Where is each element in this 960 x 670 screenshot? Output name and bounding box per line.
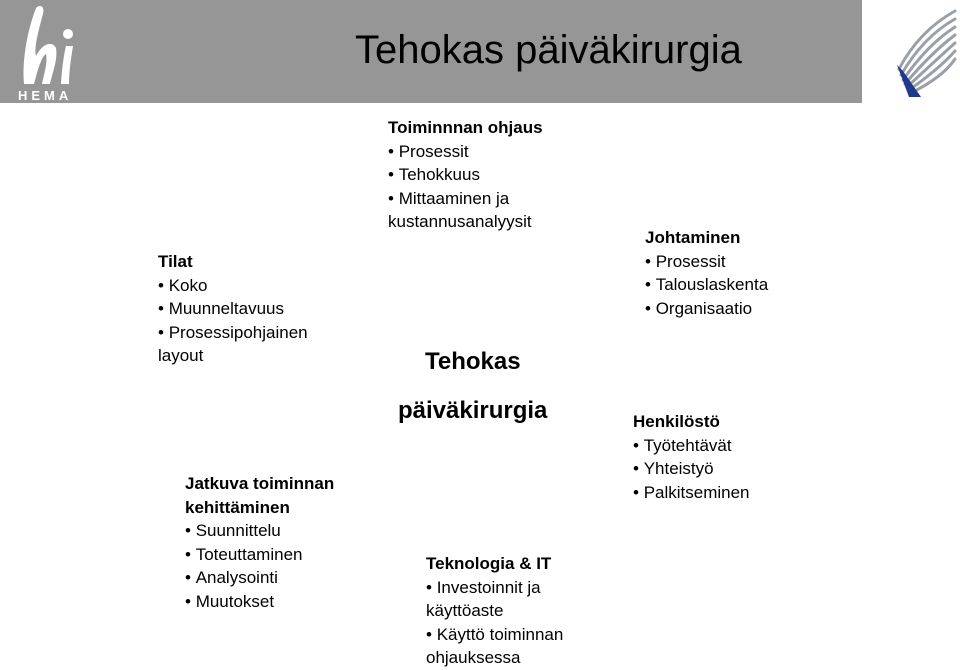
tilat-item: • Prosessipohjainen [158,321,308,345]
slide-title: Tehokas päiväkirurgia [355,28,742,72]
tilat-block [158,250,308,368]
jatkuva-kehittaminen-block [185,472,334,613]
teknologia-item-continuation: käyttöaste [426,601,504,620]
hema-logo-text: HEMA [18,88,73,103]
johtaminen-item: • Organisaatio [645,297,768,321]
henkilosto-heading: Henkilöstö [633,412,720,431]
jatkuva-item: • Suunnittelu [185,519,334,543]
henkilosto-item: • Työtehtävät [633,434,750,458]
teknologia-item: • Käyttö toiminnan [426,623,563,647]
tilat-heading: Tilat [158,252,193,271]
tilat-item-continuation: layout [158,346,204,365]
johtaminen-heading: Johtaminen [645,228,741,247]
tilat-item: • Muunneltavuus [158,297,308,321]
toiminnan-ohjaus-item: • Tehokkuus [388,163,543,187]
jatkuva-heading-line2: kehittäminen [185,497,290,517]
jatkuva-item: • Analysointi [185,566,334,590]
teknologia-it-block [426,552,563,670]
johtaminen-item: • Prosessit [645,250,768,274]
toiminnan-ohjaus-block [388,116,543,234]
hema-logo [14,4,84,102]
tilat-item: • Koko [158,274,308,298]
toiminnan-ohjaus-heading: Toiminnnan ohjaus [388,118,543,137]
center-title-line1: Tehokas [425,348,521,375]
jatkuva-item: • Muutokset [185,590,334,614]
center-title-line2: päiväkirurgia [398,397,548,424]
johtaminen-item: • Talouslaskenta [645,273,768,297]
henkilosto-block [633,410,750,504]
henkilosto-item: • Yhteistyö [633,457,750,481]
university-stripe-logo-icon [893,5,958,100]
hema-logo-icon [14,4,84,86]
johtaminen-block [645,226,768,320]
toiminnan-ohjaus-item: • Mittaaminen ja [388,187,543,211]
teknologia-item: • Investoinnit ja [426,576,563,600]
teknologia-item-continuation: ohjauksessa [426,648,521,667]
teknologia-heading: Teknologia & IT [426,554,552,573]
jatkuva-heading-line1: Jatkuva toiminnan [185,474,335,493]
henkilosto-item: • Palkitseminen [633,481,750,505]
jatkuva-item: • Toteuttaminen [185,543,334,567]
toiminnan-ohjaus-item: • Prosessit [388,140,543,164]
toiminnan-ohjaus-item-continuation: kustannusanalyysit [388,212,532,231]
